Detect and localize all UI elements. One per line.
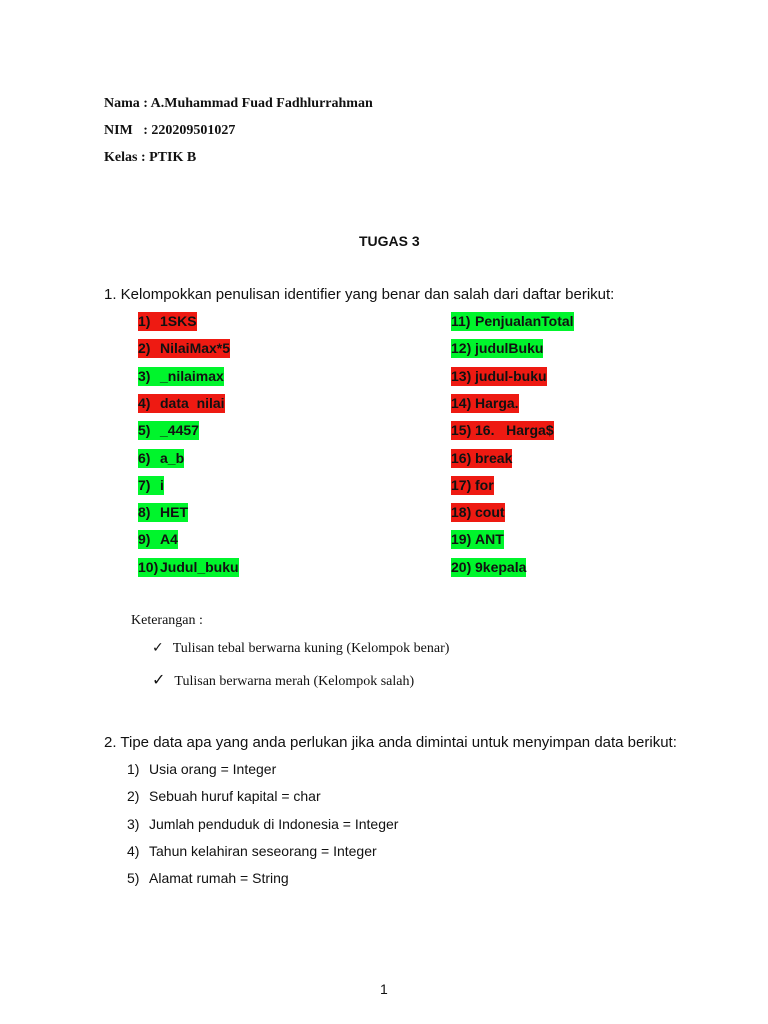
legend-item-text: Tulisan berwarna merah (Kelompok salah) xyxy=(174,674,415,689)
data-type-text: Tahun kelahiran seseorang = Integer xyxy=(149,842,377,859)
identifier-label: _4457 xyxy=(160,422,199,439)
legend-title: Keterangan : xyxy=(131,613,203,628)
identifier-item xyxy=(451,339,543,358)
identifier-number: 9) xyxy=(138,531,151,548)
legend-item-correct xyxy=(152,640,449,657)
identifier-number: 5) xyxy=(138,422,151,439)
identifier-item xyxy=(451,530,504,549)
identifier-number: 10) xyxy=(138,558,159,575)
identifier-label: data nilai xyxy=(160,394,225,411)
data-type-text: Sebuah huruf kapital = char xyxy=(149,788,321,805)
identifier-item xyxy=(138,476,164,495)
identifier-item xyxy=(451,367,547,386)
identifier-label: a_b xyxy=(160,449,185,466)
identifier-number: 8) xyxy=(138,504,151,521)
identifier-label: cout xyxy=(475,504,505,521)
identifier-highlight xyxy=(451,339,543,358)
legend-item-wrong xyxy=(152,670,414,690)
identifier-highlight xyxy=(138,367,224,386)
identifier-label: PenjualanTotal xyxy=(475,313,574,329)
identifier-item xyxy=(138,339,230,358)
identifier-item xyxy=(451,312,574,331)
identifier-number: 4) xyxy=(138,394,151,411)
identifier-number: 3) xyxy=(138,367,151,384)
identifier-item xyxy=(138,503,188,522)
identifier-item xyxy=(138,394,225,413)
identifier-item xyxy=(138,367,224,386)
identifier-label: 1SKS xyxy=(160,313,197,329)
identifier-item xyxy=(451,421,554,440)
identifier-highlight xyxy=(138,530,178,549)
identifier-number: 1) xyxy=(138,313,151,329)
identifier-number: 7) xyxy=(138,476,151,493)
data-type-item xyxy=(127,843,377,859)
data-type-item xyxy=(127,761,276,777)
question-2-text: 2. Tipe data apa yang anda perlukan jika anda dimintai untuk menyimpan data berikut: xyxy=(104,734,677,751)
identifier-label: A4 xyxy=(160,531,178,548)
identifier-highlight xyxy=(451,530,504,549)
page-title: TUGAS 3 xyxy=(359,233,420,249)
identifier-item xyxy=(138,449,184,468)
identifier-label: judul-buku xyxy=(475,367,547,384)
identifier-highlight xyxy=(138,558,239,577)
data-type-text: Alamat rumah = String xyxy=(149,870,289,887)
identifier-highlight xyxy=(138,394,225,413)
identifier-highlight xyxy=(451,312,574,331)
legend-item-text: Tulisan tebal berwarna kuning (Kelompok benar) xyxy=(172,641,450,656)
identifier-label: HET xyxy=(160,504,188,521)
identifier-label: i xyxy=(160,476,164,493)
identifier-label: _nilaimax xyxy=(160,367,224,384)
data-type-number: 4) xyxy=(127,842,140,859)
identifier-number: 18) xyxy=(451,504,472,521)
data-type-number: 5) xyxy=(127,870,140,887)
identifier-item xyxy=(138,421,199,440)
data-type-number: 3) xyxy=(127,815,140,832)
identifier-item xyxy=(138,530,178,549)
identifier-label: 16. Harga$ xyxy=(475,422,554,439)
student-class: Kelas : PTIK B xyxy=(104,150,197,165)
identifier-number: 20) xyxy=(451,558,472,575)
identifier-number: 17) xyxy=(451,476,472,493)
identifier-number: 13) xyxy=(451,367,472,384)
data-type-text: Jumlah penduduk di Indonesia = Integer xyxy=(149,815,399,832)
checkmark-icon: ✓ xyxy=(152,640,164,656)
identifier-label: break xyxy=(475,449,513,466)
data-type-item xyxy=(127,870,289,886)
identifier-item xyxy=(451,394,519,413)
identifier-number: 16) xyxy=(451,449,472,466)
identifier-highlight xyxy=(138,312,197,331)
identifier-label: 9kepala xyxy=(475,558,527,575)
identifier-highlight xyxy=(138,421,199,440)
identifier-highlight xyxy=(451,367,547,386)
identifier-highlight xyxy=(451,421,554,440)
identifier-number: 15) xyxy=(451,422,472,439)
data-type-item xyxy=(127,816,398,832)
identifier-label: NilaiMax*5 xyxy=(160,340,231,357)
identifier-label: Harga. xyxy=(475,394,519,411)
identifier-item xyxy=(451,476,494,495)
identifier-label: ANT xyxy=(475,531,504,548)
identifier-number: 14) xyxy=(451,394,472,411)
page-number: 1 xyxy=(380,981,388,997)
data-type-item xyxy=(127,788,321,804)
identifier-number: 6) xyxy=(138,449,151,466)
identifier-highlight xyxy=(138,449,184,468)
data-type-text: Usia orang = Integer xyxy=(149,761,277,777)
data-type-number: 1) xyxy=(127,761,140,777)
checkmark-icon: ✓ xyxy=(152,670,166,689)
identifier-label: judulBuku xyxy=(475,340,544,357)
identifier-highlight xyxy=(451,476,494,495)
identifier-number: 12) xyxy=(451,340,472,357)
identifier-highlight xyxy=(138,503,188,522)
identifier-highlight xyxy=(451,394,519,413)
identifier-item xyxy=(138,312,197,331)
identifier-highlight xyxy=(451,503,505,522)
question-1-text: 1. Kelompokkan penulisan identifier yang benar dan salah dari daftar berikut: xyxy=(104,286,615,303)
identifier-item xyxy=(451,449,512,468)
identifier-label: Judul_buku xyxy=(160,558,239,575)
identifier-item xyxy=(451,503,505,522)
identifier-highlight xyxy=(451,449,512,468)
identifier-highlight xyxy=(138,476,164,495)
identifier-number: 19) xyxy=(451,531,472,548)
identifier-number: 11) xyxy=(451,313,471,329)
identifier-highlight xyxy=(451,558,526,577)
identifier-label: for xyxy=(475,476,494,493)
data-type-number: 2) xyxy=(127,788,140,805)
student-nim: NIM : 220209501027 xyxy=(104,123,236,138)
student-name: Nama : A.Muhammad Fuad Fadhlurrahman xyxy=(104,96,373,111)
identifier-highlight xyxy=(138,339,230,358)
identifier-item xyxy=(451,558,526,577)
identifier-item xyxy=(138,558,239,577)
identifier-number: 2) xyxy=(138,340,151,357)
